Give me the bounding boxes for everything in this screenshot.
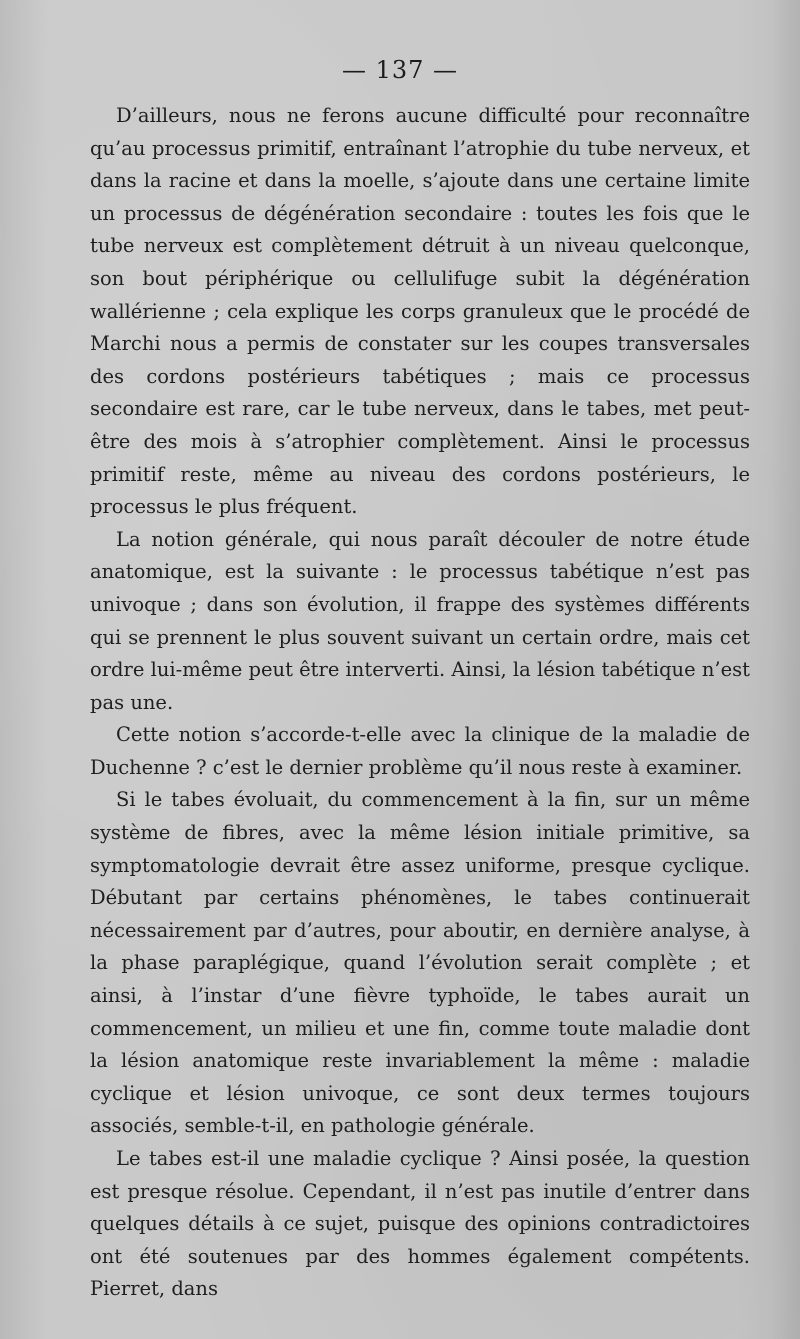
paragraph-4: Si le tabes évoluait, du commencement à la fin, sur un même système de fibres, avec la même lésion initiale primitive, sa symptomatologie devrait être assez uniforme, presque cyclique. Débutant par certains phénomènes, le tabes continuerait nécessairement par d’autres, pour aboutir, en dernière analyse, à la phase paraplégique, quand l’évolution serait complète ; et ainsi, à l’instar d’une fièvre typhoïde, le tabes aurait un commencement, un milieu et une fin, comme toute maladie dont la lésion anatomique reste invariablement la même : maladie cyclique et lésion univoque, ce sont deux termes toujours associés, semble-t-il, en pathologie générale.: [90, 788, 750, 1138]
paragraph-3: Cette notion s’accorde-t-elle avec la clinique de la maladie de Duchenne ? c’est le dernier problème qu’il nous reste à examiner.: [90, 723, 750, 779]
paragraph-2: La notion générale, qui nous paraît découler de notre étude anatomique, est la suivante : le processus tabétique n’est pas univoque ; dans son évolution, il frappe des systèmes différents qui se prennent le plus souvent suivant un certain ordre, mais cet ordre lui-même peut être interverti. Ainsi, la lésion tabétique n’est pas une.: [90, 527, 750, 714]
body-text: [90, 100, 750, 1306]
paragraph-1: D’ailleurs, nous ne ferons aucune difficulté pour reconnaître qu’au processus primitif, entraînant l’atrophie du tube nerveux, et dans la racine et dans la moelle, s’ajoute dans une certaine limite un processus de dégénération secondaire : toutes les fois que le tube nerveux est complètement détruit à un niveau quelconque, son bout périphérique ou cellulifuge subit la dégénération wallérienne ; cela explique les corps granuleux que le procédé de Marchi nous a permis de constater sur les coupes transversales des cordons postérieurs tabétiques ; mais ce processus secondaire est rare, car le tube nerveux, dans le tabes, met peut-être des mois à s’atrophier complètement. Ainsi le processus primitif reste, même au niveau des cordons postérieurs, le processus le plus fréquent.: [90, 104, 750, 519]
paragraph-5: Le tabes est-il une maladie cyclique ? Ainsi posée, la question est presque résolue. Cependant, il n’est pas inutile d’entrer dans quelques détails à ce sujet, puisque des opinions contradictoires ont été soutenues par des hommes également compétents. Pierret, dans: [90, 1147, 750, 1301]
page-edge-shadow: [770, 0, 800, 1339]
page-number: — 137 —: [341, 56, 459, 84]
